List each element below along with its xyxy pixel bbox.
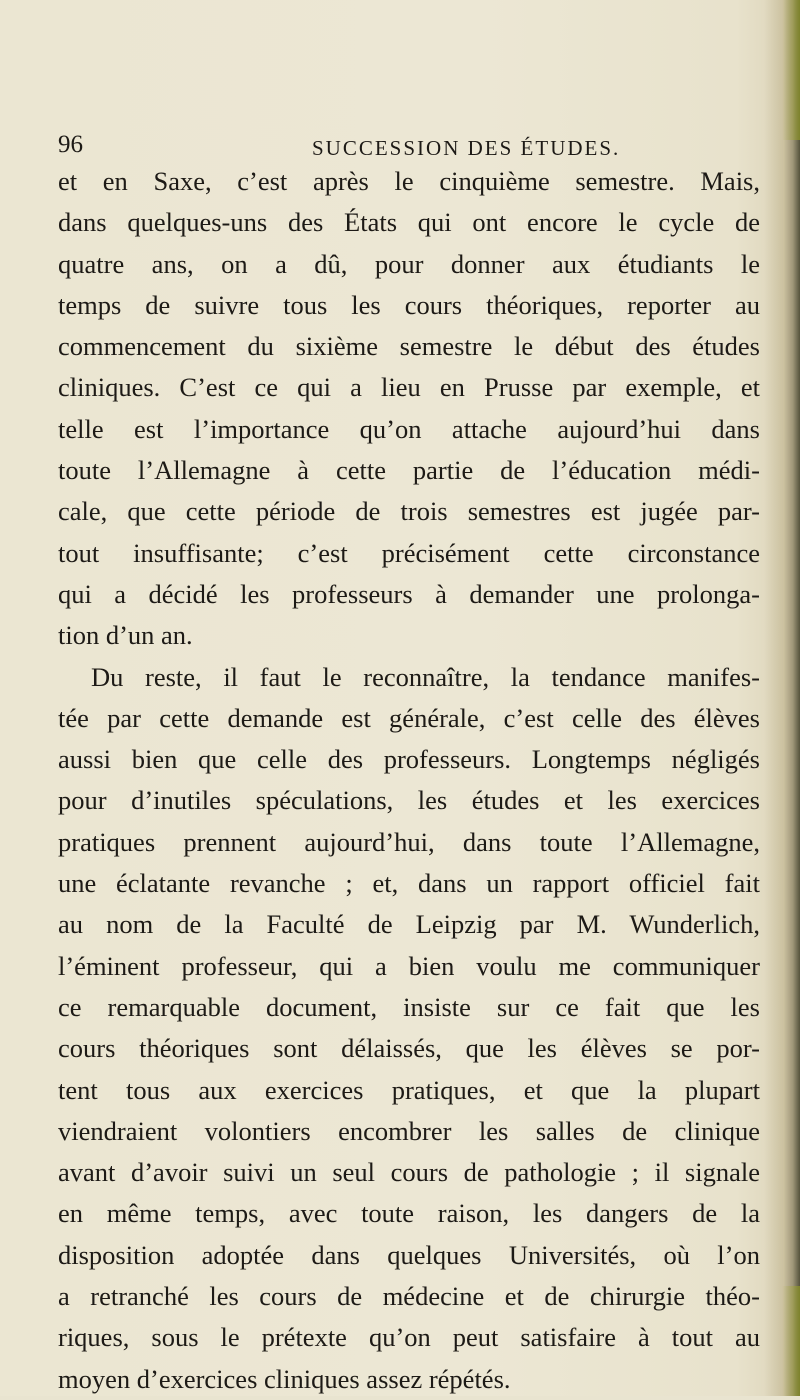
text-line-paragraph-start: Du reste, il faut le reconnaître, la tendance manifes- [91, 661, 760, 692]
page-edge-stain-top [782, 0, 800, 140]
text-line: riques, sous le prétexte qu’on peut satisfaire à tout au [58, 1322, 760, 1353]
text-line: pratiques prennent aujourd’hui, dans toute l’Allemagne, [58, 826, 760, 857]
text-line: tée par cette demande est générale, c’est celle des élèves [58, 702, 760, 733]
text-line: a retranché les cours de médecine et de chirurgie théo- [58, 1281, 760, 1312]
text-line: au nom de la Faculté de Leipzig par M. Wunderlich, [58, 909, 760, 940]
text-line-paragraph-end: moyen d’exercices cliniques assez répétés. [58, 1363, 511, 1394]
text-line: commencement du sixième semestre le début des études [58, 331, 760, 362]
text-line: toute l’Allemagne à cette partie de l’éducation médi- [58, 455, 760, 486]
text-line: aussi bien que celle des professeurs. Longtemps négligés [58, 744, 760, 775]
text-line: tent tous aux exercices pratiques, et que la plupart [58, 1074, 760, 1105]
text-line: disposition adoptée dans quelques Universités, où l’on [58, 1239, 760, 1270]
text-line: tout insuffisante; c’est précisément cette circonstance [58, 537, 760, 568]
text-line: cale, que cette période de trois semestres est jugée par- [58, 496, 760, 527]
text-line: quatre ans, on a dû, pour donner aux étudiants le [58, 248, 760, 279]
page-edge-stain-bottom [782, 1286, 800, 1396]
text-line: ce remarquable document, insiste sur ce fait que les [58, 991, 760, 1022]
text-line: l’éminent professeur, qui a bien voulu me communiquer [58, 950, 760, 981]
page-number: 96 [58, 131, 83, 158]
text-line: avant d’avoir suivi un seul cours de pathologie ; il signale [58, 1157, 760, 1188]
text-line: viendraient volontiers encombrer les salles de clinique [58, 1115, 760, 1146]
text-line: temps de suivre tous les cours théoriques, reporter au [58, 289, 760, 320]
text-line: en même temps, avec toute raison, les dangers de la [58, 1198, 760, 1229]
text-line: telle est l’importance qu’on attache aujourd’hui dans [58, 413, 760, 444]
text-line: pour d’inutiles spéculations, les études et les exercices [58, 785, 760, 816]
text-line: dans quelques-uns des États qui ont encore le cycle de [58, 207, 760, 238]
text-line-paragraph-end: tion d’un an. [58, 620, 193, 651]
text-line: une éclatante revanche ; et, dans un rapport officiel fait [58, 868, 760, 899]
body-text [58, 161, 760, 1400]
text-line: et en Saxe, c’est après le cinquième semestre. Mais, [58, 166, 760, 196]
text-line: cours théoriques sont délaissés, que les élèves se por- [58, 1033, 760, 1064]
page-edge-shadow [764, 0, 800, 1396]
running-title: SUCCESSION DES ÉTUDES. [312, 136, 621, 160]
text-line: cliniques. C’est ce qui a lieu en Prusse par exemple, et [58, 372, 760, 403]
text-line: qui a décidé les professeurs à demander une prolonga- [58, 578, 760, 609]
